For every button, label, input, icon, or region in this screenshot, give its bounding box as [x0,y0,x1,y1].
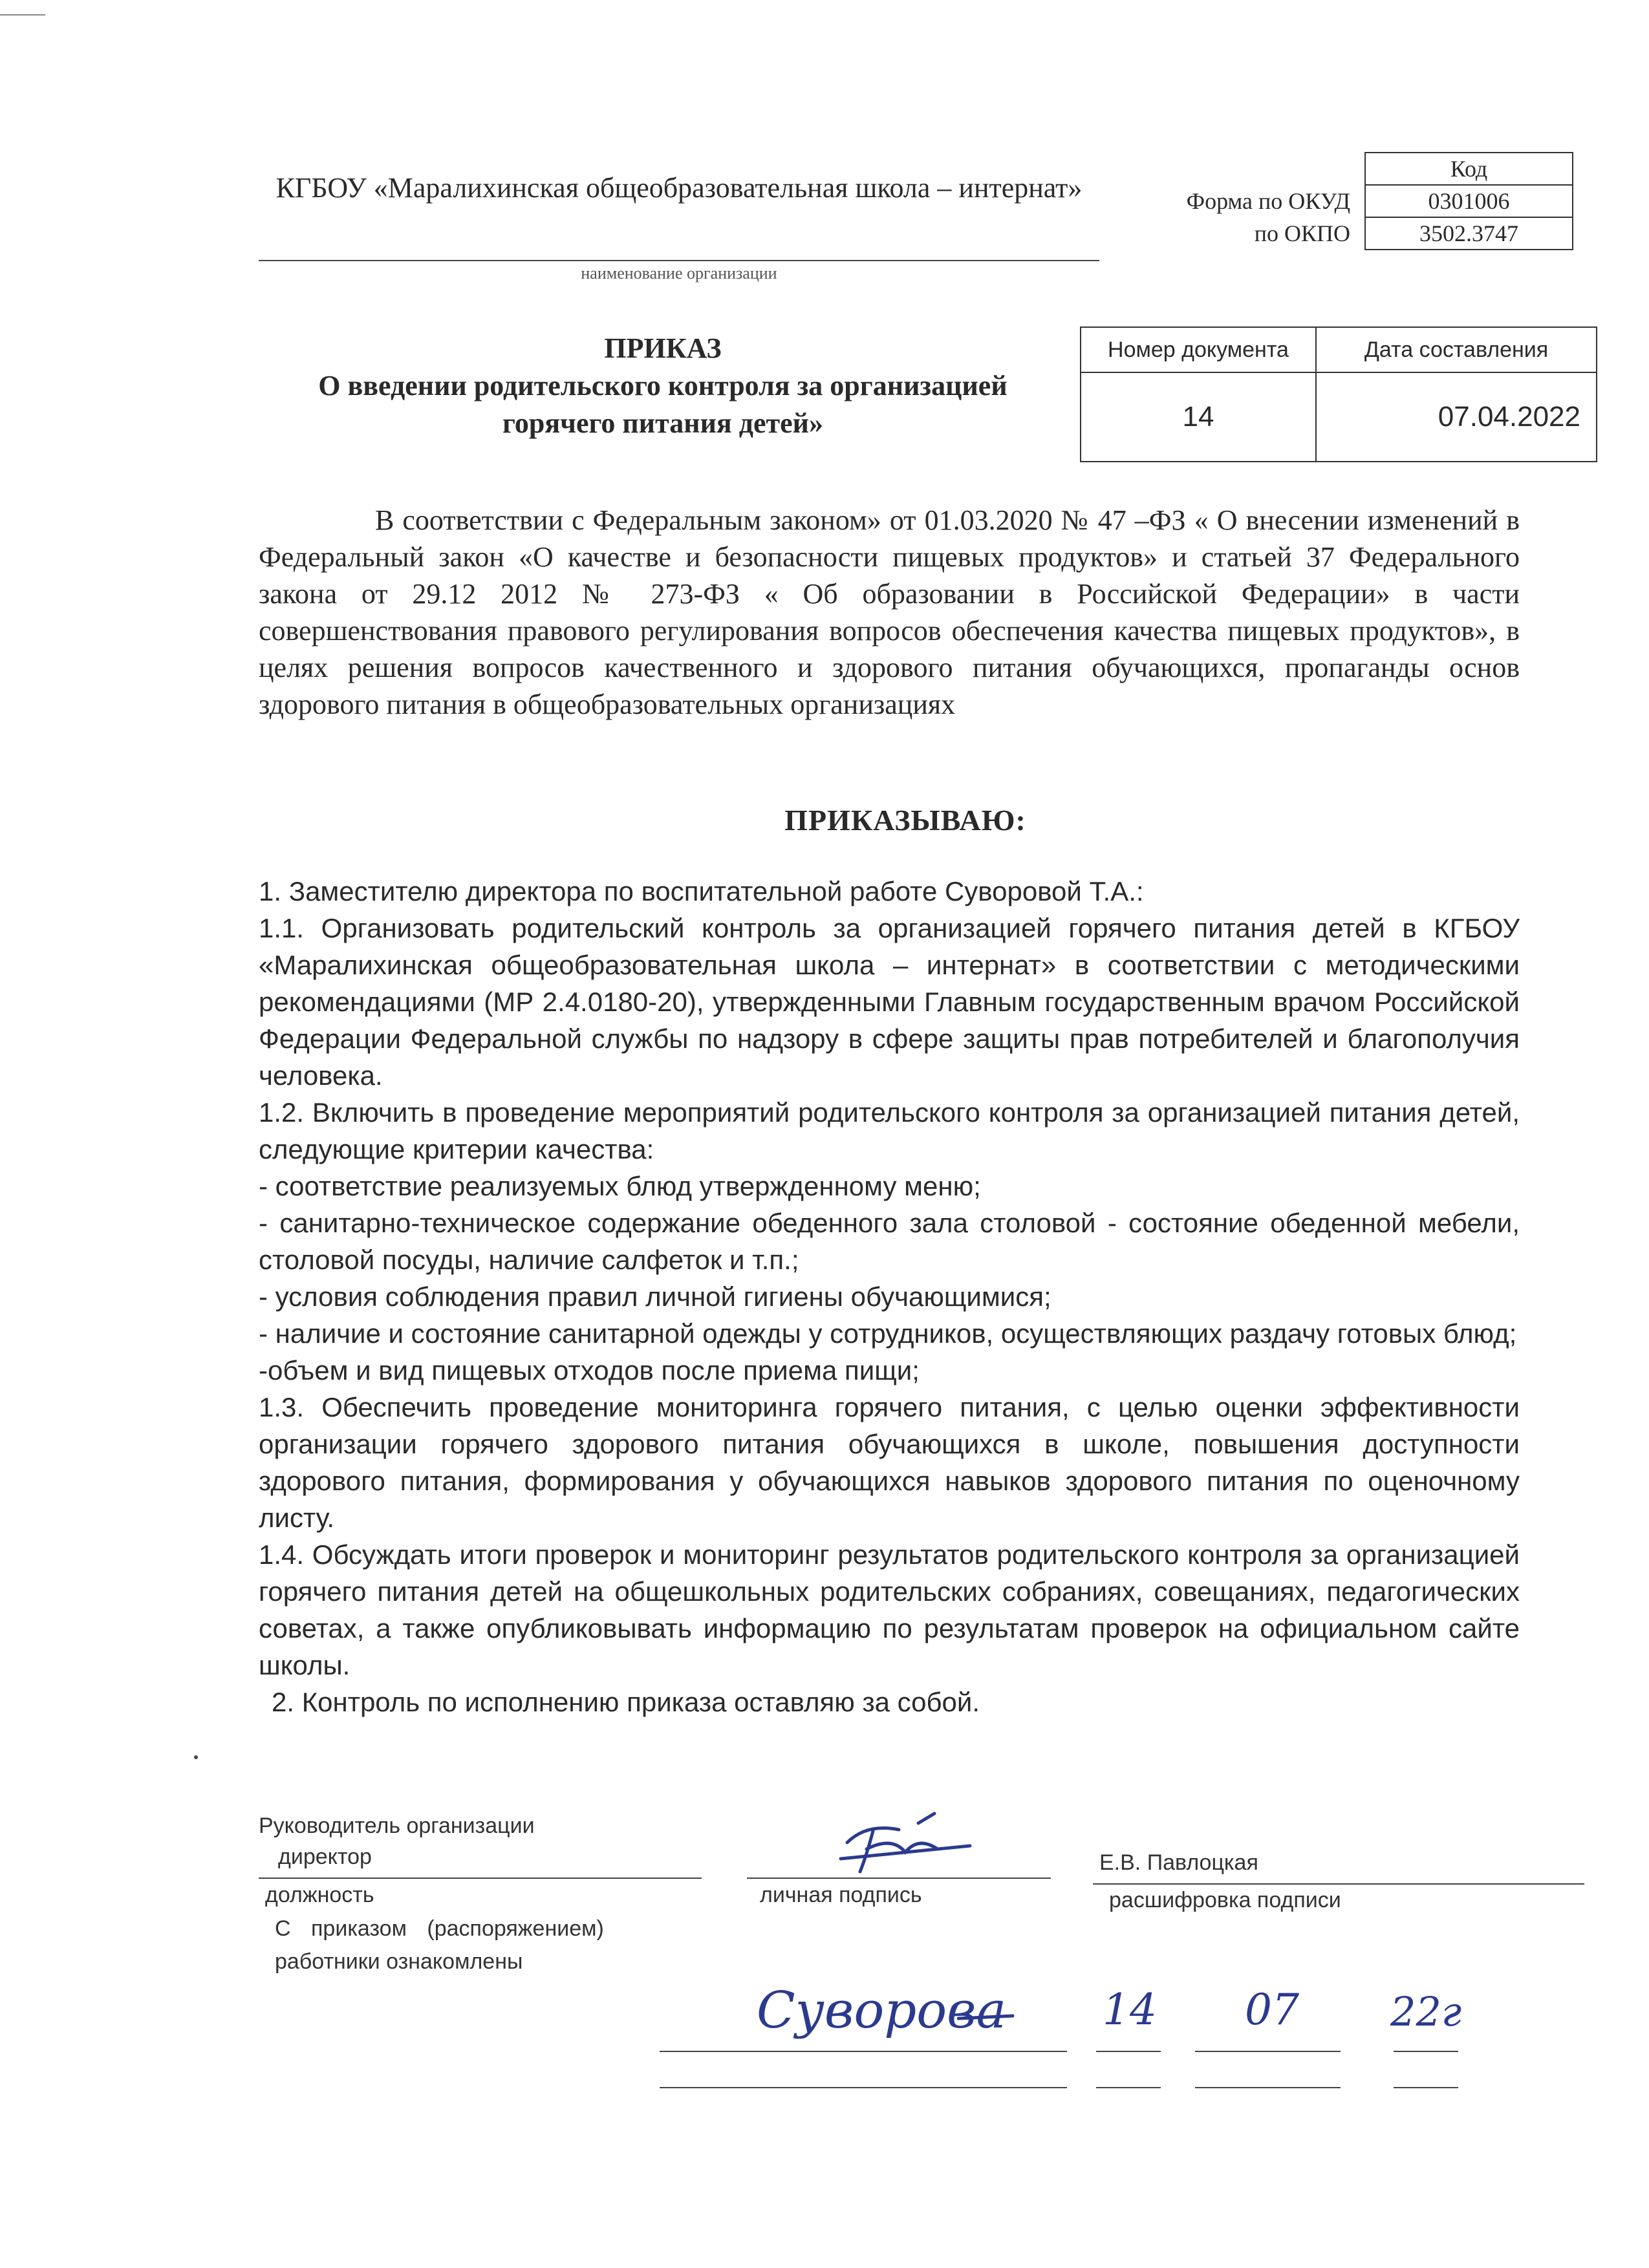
ack-month-line-2 [1195,2087,1341,2088]
order-item: - наличие и состояние санитарной одежды у сотрудников, осуществляющих раздачу готовых блюд; [259,1318,1517,1349]
ack-year-line [1394,2051,1458,2052]
document-title [259,330,1067,442]
document-number: 14 [1081,372,1316,462]
scan-corner-mark [0,14,45,16]
name-line [1093,1883,1584,1885]
signature-caption: личная подпись [760,1883,922,1907]
document-number-table [1080,326,1597,462]
signer-name: Е.В. Павлоцкая [1099,1850,1258,1875]
director-signature [821,1797,989,1881]
order-item: 1.1. Организовать родительский контроль за организацией горячего питания детей в КГБОУ «Маралихинская общеобразовательная школа – интернат» в соответствии с методическими рекомендациями (МР 2.4.0180-20), утвержденными Главным государственным врачом Российской Федерации Федеральной службы по надзору в сфере защиты прав потребителей и благополучия человека. [259,913,1520,1091]
scan-dot [194,1755,198,1759]
position-caption: должность [265,1883,374,1907]
organization-underline [259,260,1099,261]
handwritten-dash [957,2011,1015,2024]
order-item: - соответствие реализуемых блюд утвержденному меню; [259,1171,981,1201]
ack-day-line [1096,2051,1161,2052]
handwritten-year: 22г [1390,1988,1462,2035]
order-item: 1.3. Обеспечить проведение мониторинга горячего питания, с целью оценки эффективности организации горячего здорового питания обучающихся в школе, повышения доступности здорового питания, формирования у обучающихся навыков здорового питания по оценочному листу. [259,1392,1520,1533]
preamble-paragraph: В соответствии с Федеральным законом» от 01.03.2020 № 47 –ФЗ « О внесении изменений в Федеральный закон «О качестве и безопасности пищевых продуктов» и статьей 37 Федерального закона от 29.12 2012 № 273-ФЗ « Об образовании в Российской Федерации» в части совершенствования правового регулирования вопросов обеспечения качества пищевых продуктов», в целях решения вопросов качественного и здорового питания обучающихся, пропаганды основ здорового питания в общеобразовательных организациях [259,504,1520,720]
code-header: Код [1365,153,1573,185]
date-label: Дата составления [1316,327,1597,372]
order-item: -объем и вид пищевых отходов после приема пищи; [259,1355,920,1385]
ack-name-line [660,2051,1067,2052]
okud-value: 0301006 [1365,185,1573,217]
name-caption: расшифровка подписи [1109,1888,1341,1912]
ack-name-line-2 [660,2087,1067,2088]
order-items [259,873,1520,1720]
document-subject: О введении родительского контроля за организацией горячего питания детей» [318,370,1008,439]
number-label: Номер документа [1081,327,1316,372]
handwritten-name: Суворова [757,1982,1007,2040]
position-line [259,1878,702,1879]
ack-day-line-2 [1096,2087,1161,2088]
order-heading: ПРИКАЗЫВАЮ: [784,804,1026,837]
organization-name: КГБОУ «Маралихинская общеобразовательная школа – интернат» [275,172,1083,204]
document-type: ПРИКАЗ [604,332,722,364]
acquainted-line1: С приказом (распоряжением) [275,1916,604,1941]
signature-line [747,1878,1051,1879]
position-value: директор [278,1845,372,1869]
okpo-value: 3502.3747 [1365,217,1573,250]
code-table [1148,152,1573,250]
organization-caption: наименование организации [581,264,777,283]
handwritten-day: 14 [1103,1985,1157,2035]
order-item: - санитарно-техническое содержание обеденного зала столовой - состояние обеденной мебели, столовой посуды, наличие салфеток и т.п.; [259,1208,1520,1275]
okud-label: Форма по ОКУД [1186,188,1350,214]
order-item: 1.2. Включить в проведение мероприятий родительского контроля за организацией питания детей, следующие критерии качества: [259,1097,1520,1164]
ack-month-line [1195,2051,1341,2052]
order-item: 1.4. Обсуждать итоги проверок и мониторинг результатов родительского контроля за организацией горячего питания детей на общешкольных родительских собраниях, совещаниях, педагогических советах, а также опубликовывать информацию по результатам проверок на официальном сайте школы. [259,1539,1520,1680]
document-date: 07.04.2022 [1316,372,1597,462]
order-item: 2. Контроль по исполнению приказа оставляю за собой. [272,1687,980,1717]
handwritten-month: 07 [1245,1985,1299,2035]
acquainted-line2: работники ознакомлены [275,1949,523,1974]
order-item: 1. Заместителю директора по воспитательной работе Суворовой Т.А.: [259,876,1144,906]
order-item: - условия соблюдения правил личной гигиены обучающимися; [259,1281,1051,1312]
okpo-label: по ОКПО [1254,220,1350,246]
ack-year-line-2 [1394,2087,1458,2088]
head-label: Руководитель организации [259,1813,535,1838]
